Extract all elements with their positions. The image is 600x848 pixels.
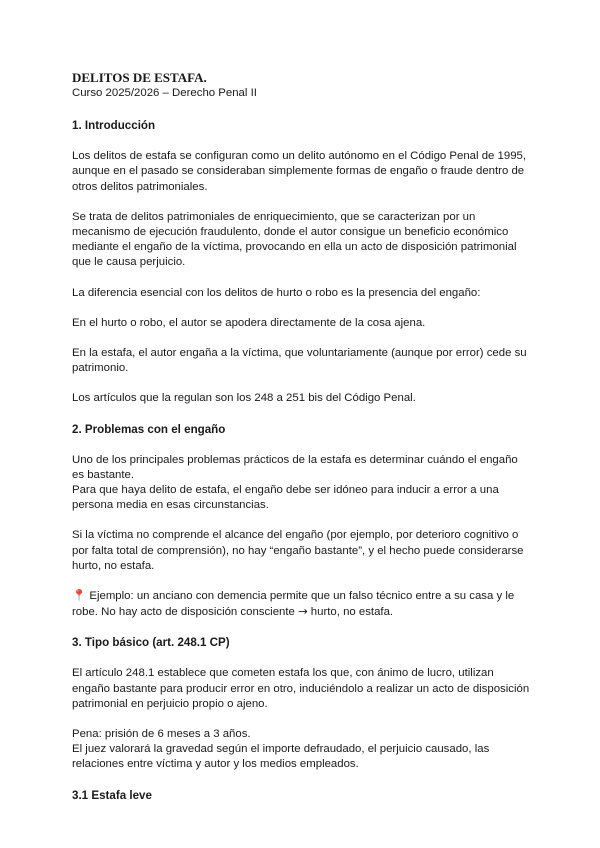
arrow-right-icon: → — [298, 604, 308, 619]
section-2-heading: 2. Problemas con el engaño — [72, 422, 226, 436]
paragraph: Pena: prisión de 6 meses a 3 años. — [72, 728, 251, 741]
paragraph: En la estafa, el autor engaña a la víctima, que voluntariamente (aunque por error) cede su patrimonio. — [72, 347, 527, 375]
paragraph: Los artículos que la regulan son los 248 a 251 bis del Código Penal. — [72, 392, 416, 405]
document-page — [72, 70, 532, 819]
document-title: DELITOS DE ESTAFA. — [72, 70, 207, 85]
paragraph: El juez valorará la gravedad según el importe defraudado, el perjuicio causado, las relaciones entre víctima y autor y los medios empleados. — [72, 743, 490, 771]
paragraph: Uno de los principales problemas prácticos de la estafa es determinar cuándo el engaño es bastante. — [72, 453, 518, 481]
section-3-heading: 3. Tipo básico (art. 248.1 CP) — [72, 636, 230, 650]
paragraph: En el hurto o robo, el autor se apodera directamente de la cosa ajena. — [72, 316, 426, 329]
paragraph: Los delitos de estafa se configuran como un delito autónomo en el Código Penal de 1995, aunque en el pasado se consideraban simplemente formas de engaño o fraude dentro de otros delitos patrimoniales. — [72, 150, 527, 193]
paragraph: Se trata de delitos patrimoniales de enriquecimiento, que se caracterizan por un mecanismo de ejecución fraudulento, donde el autor consigue un beneficio económico mediante el engaño de la víctima, provocando en ella un acto de disposición patrimonial que le causa perjuicio. — [72, 210, 517, 269]
paragraph: El artículo 248.1 establece que cometen estafa los que, con ánimo de lucro, utilizan engaño bastante para producir error en otro, induciéndolo a realizar un acto de disposición patrimonial en perjuicio propio o ajeno. — [72, 667, 530, 710]
document-subtitle: Curso 2025/2026 – Derecho Penal II — [72, 87, 257, 99]
paragraph: Si la víctima no comprende el alcance del engaño (por ejemplo, por deterioro cognitivo o por falta total de comprensión), no hay “engaño bastante”, y el hecho puede considerarse hurto, no estafa. — [72, 529, 524, 572]
section-1-heading: 1. Introducción — [72, 119, 156, 133]
example-text-end: hurto, no estafa. — [307, 606, 394, 619]
example-paragraph — [72, 589, 532, 620]
paragraph: Para que haya delito de estafa, el engaño debe ser idóneo para inducir a error a una persona media en esas circunstancias. — [72, 484, 499, 512]
paragraph: La diferencia esencial con los delitos de hurto o robo es la presencia del engaño: — [72, 286, 481, 299]
example-text: Ejemplo: un anciano con demencia permite que un falso técnico entre a su casa y le robe. No hay acto de disposición consciente — [72, 590, 515, 619]
section-3-1-heading: 3.1 Estafa leve — [72, 788, 152, 802]
pin-icon: 📍 — [72, 590, 87, 603]
